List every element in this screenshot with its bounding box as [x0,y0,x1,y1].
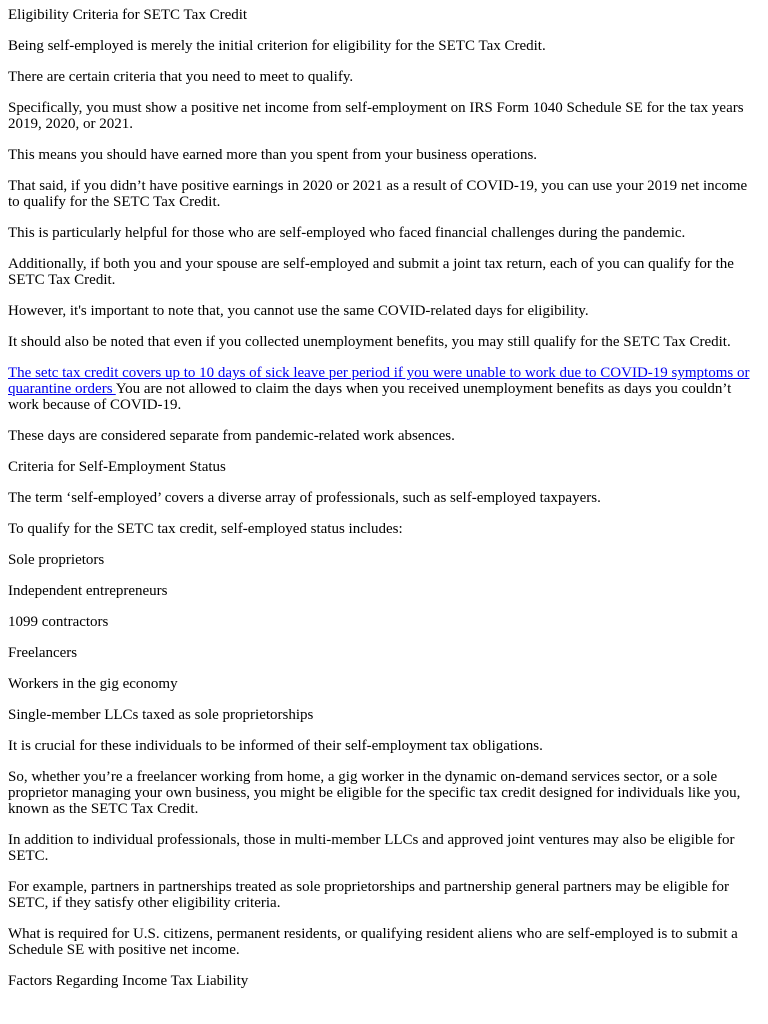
paragraph: This is particularly helpful for those who are self-employed who faced financial challenges during the pandemic. [8,225,686,241]
list-item: Freelancers [8,645,78,661]
paragraph-with-link [8,365,760,413]
paragraph: This means you should have earned more than you spent from your business operations. [8,147,538,163]
paragraph: However, it's important to note that, you cannot use the same COVID-related days for eligibility. [8,303,589,319]
list-item: 1099 contractors [8,614,109,630]
paragraph: Specifically, you must show a positive net income from self-employment on IRS Form 1040 Schedule SE for the tax years 2019, 2020, or 2021. [8,100,744,132]
list-item: Single-member LLCs taxed as sole proprietorships [8,707,314,723]
paragraph: What is required for U.S. citizens, permanent residents, or qualifying resident aliens who are self-employed is to submit a Schedule SE with positive net income. [8,926,738,958]
paragraph: That said, if you didn’t have positive earnings in 2020 or 2021 as a result of COVID-19, you can use your 2019 net income to qualify for the SETC Tax Credit. [8,178,748,210]
paragraph: So, whether you’re a freelancer working from home, a gig worker in the dynamic on-demand services sector, or a sole proprietor managing your own business, you might be eligible for the specific tax credit designed for individuals like you, known as the SETC Tax Credit. [8,769,741,817]
section-heading-income: Factors Regarding Income Tax Liability [8,973,249,989]
paragraph: To qualify for the SETC tax credit, self-employed status includes: [8,521,403,537]
paragraph: It is crucial for these individuals to be informed of their self-employment tax obligations. [8,738,543,754]
list-item: Independent entrepreneurs [8,583,168,599]
paragraph: For example, partners in partnerships treated as sole proprietorships and partnership general partners may be eligible for SETC, if they satisfy other eligibility criteria. [8,879,730,911]
sick-leave-link[interactable]: The setc tax credit covers up to 10 days of sick leave per period if you were unable to work due to COVID-19 symptoms or quarantine orders [8,365,750,397]
list-item: Sole proprietors [8,552,105,568]
paragraph: In addition to individual professionals, those in multi-member LLCs and approved joint ventures may also be eligible for SETC. [8,832,735,864]
paragraph: Being self-employed is merely the initial criterion for eligibility for the SETC Tax Credit. [8,38,546,54]
section-heading-status: Criteria for Self-Employment Status [8,459,226,475]
paragraph: There are certain criteria that you need to meet to qualify. [8,69,354,85]
paragraph: The term ‘self-employed’ covers a diverse array of professionals, such as self-employed taxpayers. [8,490,601,506]
paragraph: Additionally, if both you and your spouse are self-employed and submit a joint tax return, each of you can qualify for the SETC Tax Credit. [8,256,734,288]
paragraph: It should also be noted that even if you collected unemployment benefits, you may still qualify for the SETC Tax Credit. [8,334,731,350]
paragraph-text: You are not allowed to claim the days when you received unemployment benefits as days you couldn’t work because of COVID-19. [8,381,732,413]
paragraph: These days are considered separate from pandemic-related work absences. [8,428,455,444]
list-item: Workers in the gig economy [8,676,178,692]
section-heading-eligibility: Eligibility Criteria for SETC Tax Credit [8,7,248,23]
